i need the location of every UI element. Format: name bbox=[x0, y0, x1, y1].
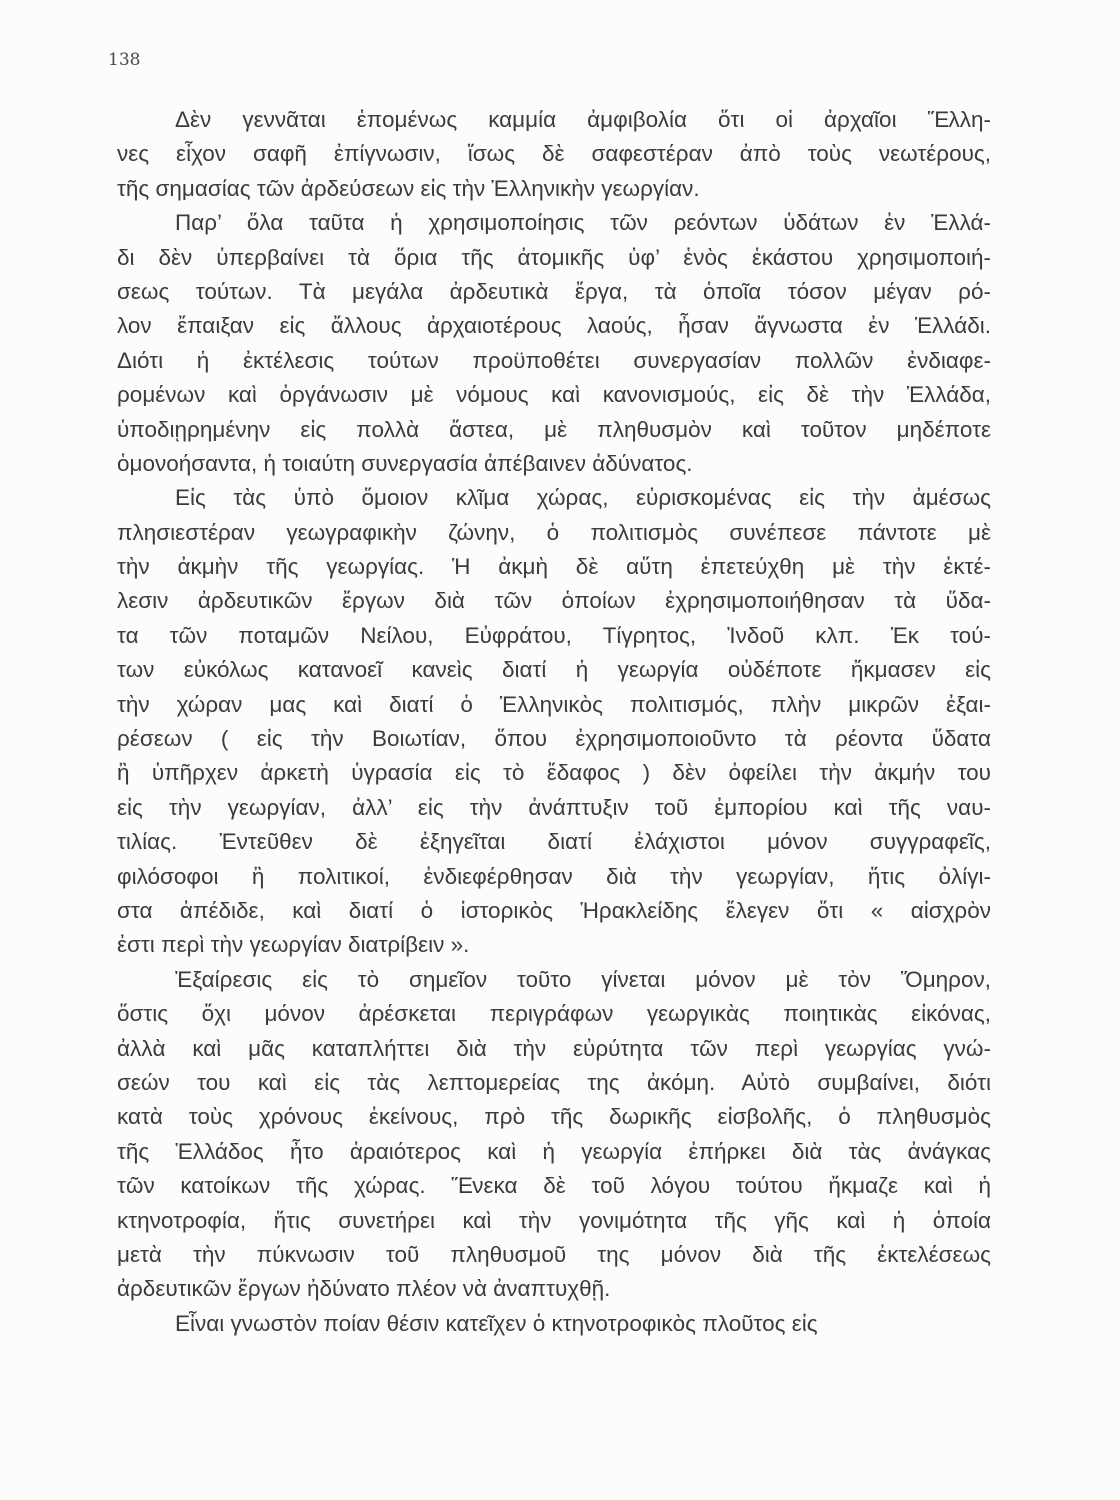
text-line: Δὲν γεννᾶται ἑπομένως καμμία ἀμφιβολία ὅτι οἱ ἀρχαῖοι Ἕλλη- bbox=[175, 107, 991, 132]
text-line: τῶν κατοίκων τῆς χώρας. Ἕνεκα δὲ τοῦ λόγου τούτου ἤκμαζε καὶ ἡ bbox=[117, 1173, 991, 1199]
text-line: ὁμονοήσαντα, ἡ τοιαύτη συνεργασία ἀπέβαινεν ἀδύνατος. bbox=[117, 450, 693, 476]
text-line: σεως τούτων. Τὰ μεγάλα ἀρδευτικὰ ἔργα, τὰ ὁποῖα τόσον μέγαν ρό- bbox=[117, 278, 991, 304]
text-line: Εἰς τὰς ὑπὸ ὅμοιον κλῖμα χώρας, εὑρισκομένας εἰς τὴν ἀμέσως bbox=[175, 485, 991, 511]
text-line: κτηνοτροφία, ἥτις συνετήρει καὶ τὴν γονιμότητα τῆς γῆς καὶ ἡ ὁποία bbox=[117, 1207, 991, 1233]
paragraph bbox=[117, 1307, 991, 1341]
text-line: ἀλλὰ καὶ μᾶς καταπλήττει διὰ τὴν εὐρύτητα τῶν περὶ γεωργίας γνώ- bbox=[117, 1035, 991, 1061]
text-line: τα τῶν ποταμῶν Νείλου, Εὐφράτου, Τίγρητος, Ἰνδοῦ κλπ. Ἐκ τού- bbox=[117, 622, 991, 648]
text-line: μετὰ τὴν πύκνωσιν τοῦ πληθυσμοῦ της μόνον διὰ τῆς ἐκτελέσεως bbox=[117, 1241, 991, 1267]
text-line: ἐστι περὶ τὴν γεωργίαν διατρίβειν ». bbox=[117, 932, 470, 958]
text-line: φιλόσοφοι ἢ πολιτικοί, ἐνδιεφέρθησαν διὰ τὴν γεωργίαν, ἥτις ὀλίγι- bbox=[117, 863, 991, 889]
text-line: Διότι ἡ ἐκτέλεσις τούτων προϋποθέτει συνεργασίαν πολλῶν ἐνδιαφε- bbox=[117, 347, 991, 373]
text-line: τῆς Ἑλλάδος ἦτο ἀραιότερος καὶ ἡ γεωργία ἐπήρκει διὰ τὰς ἀνάγκας bbox=[117, 1138, 991, 1164]
text-line: νες εἶχον σαφῆ ἐπίγνωσιν, ἴσως δὲ σαφεστέραν ἀπὸ τοὺς νεωτέρους, bbox=[117, 141, 991, 167]
body-text bbox=[117, 103, 991, 1341]
text-line: των εὐκόλως κατανοεῖ κανεὶς διατί ἡ γεωργία οὐδέποτε ἤκμασεν εἰς bbox=[117, 657, 991, 683]
text-line: ἢ ὑπῆρχεν ἀρκετὴ ὑγρασία εἰς τὸ ἔδαφος ) δὲν ὀφείλει τὴν ἀκμήν του bbox=[117, 760, 991, 786]
paragraph bbox=[117, 103, 991, 206]
text-line: τιλίας. Ἐντεῦθεν δὲ ἐξηγεῖται διατί ἐλάχιστοι μόνον συγγραφεῖς, bbox=[117, 829, 991, 855]
text-line: κατὰ τοὺς χρόνους ἐκείνους, πρὸ τῆς δωρικῆς εἰσβολῆς, ὁ πληθυσμὸς bbox=[117, 1104, 991, 1130]
text-line: Παρ’ ὅλα ταῦτα ἡ χρησιμοποίησις τῶν ρεόντων ὑδάτων ἐν Ἑλλά- bbox=[175, 210, 991, 236]
text-line: ὑποδιῃρημένην εἰς πολλὰ ἄστεα, μὲ πληθυσμὸν καὶ τοῦτον μηδέποτε bbox=[117, 416, 991, 442]
text-line: στα ἀπέδιδε, καὶ διατί ὁ ἱστορικὸς Ἡρακλείδης ἔλεγεν ὅτι « αἰσχρὸν bbox=[117, 897, 991, 923]
text-line: ρομένων καὶ ὀργάνωσιν μὲ νόμους καὶ κανονισμούς, εἰς δὲ τὴν Ἑλλάδα, bbox=[117, 382, 991, 408]
text-line: τὴν χώραν μας καὶ διατί ὁ Ἑλληνικὸς πολιτισμός, πλὴν μικρῶν ἐξαι- bbox=[117, 691, 991, 717]
text-line: ὅστις ὄχι μόνον ἀρέσκεται περιγράφων γεωργικὰς ποιητικὰς εἰκόνας, bbox=[117, 1001, 991, 1027]
text-line: εἰς τὴν γεωργίαν, ἀλλ’ εἰς τὴν ἀνάπτυξιν τοῦ ἐμπορίου καὶ τῆς ναυ- bbox=[117, 794, 991, 820]
text-line: Ἐξαίρεσις εἰς τὸ σημεῖον τοῦτο γίνεται μόνον μὲ τὸν Ὅμηρον, bbox=[175, 966, 991, 992]
text-line: λον ἔπαιξαν εἰς ἄλλους ἀρχαιοτέρους λαούς, ἦσαν ἄγνωστα ἐν Ἑλλάδι. bbox=[117, 313, 991, 339]
paragraph bbox=[117, 206, 991, 481]
text-line: σεών του καὶ εἰς τὰς λεπτομερείας της ἀκόμη. Αὐτὸ συμβαίνει, διότι bbox=[117, 1069, 991, 1095]
paragraph bbox=[117, 963, 991, 1307]
text-line: δι δὲν ὑπερβαίνει τὰ ὅρια τῆς ἀτομικῆς ὑφ’ ἑνὸς ἑκάστου χρησιμοποιή- bbox=[117, 244, 991, 270]
text-line: πλησιεστέραν γεωγραφικὴν ζώνην, ὁ πολιτισμὸς συνέπεσε πάντοτε μὲ bbox=[117, 519, 991, 545]
text-line: ἀρδευτικῶν ἔργων ἠδύνατο πλέον νὰ ἀναπτυχθῇ. bbox=[117, 1276, 611, 1302]
text-line: Εἶναι γνωστὸν ποίαν θέσιν κατεῖχεν ὁ κτηνοτροφικὸς πλοῦτος εἰς bbox=[175, 1310, 818, 1336]
text-line: λεσιν ἀρδευτικῶν ἔργων διὰ τῶν ὁποίων ἐχρησιμοποιήθησαν τὰ ὕδα- bbox=[117, 588, 991, 614]
paragraph bbox=[117, 481, 991, 962]
page-number: 138 bbox=[108, 50, 141, 70]
text-line: ρέσεων ( εἰς τὴν Βοιωτίαν, ὅπου ἐχρησιμοποιοῦντο τὰ ρέοντα ὕδατα bbox=[117, 726, 991, 752]
text-line: τῆς σημασίας τῶν ἀρδεύσεων εἰς τὴν Ἑλληνικὴν γεωργίαν. bbox=[117, 175, 700, 201]
text-line: τὴν ἀκμὴν τῆς γεωργίας. Ἡ ἀκμὴ δὲ αὕτη ἐπετεύχθη μὲ τὴν ἐκτέ- bbox=[117, 554, 991, 580]
